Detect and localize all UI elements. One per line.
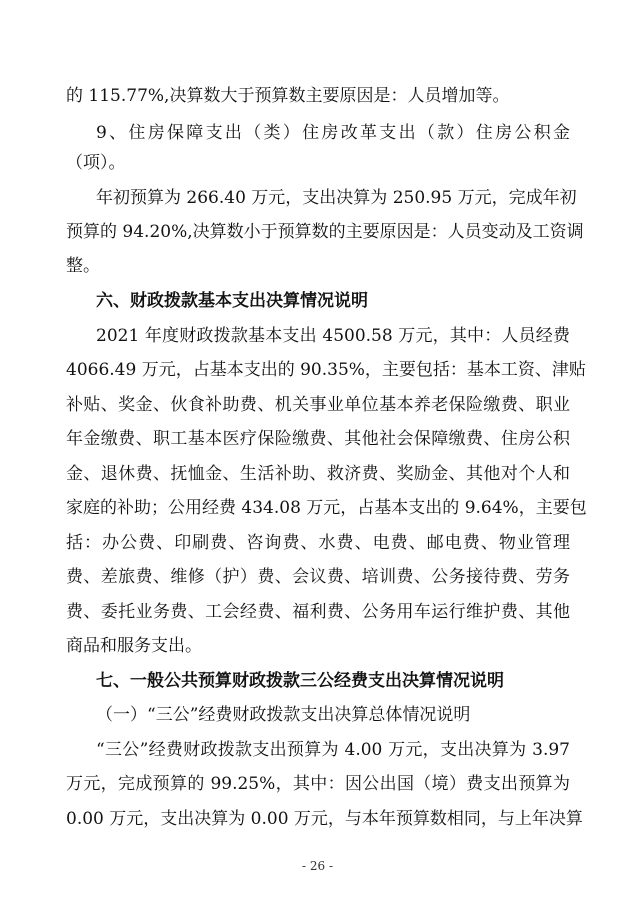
page-number: - 26 - (301, 859, 333, 873)
paragraph-line: 4066.49 万元，占基本支出的 90.35%，主要包括：基本工资、津贴 (66, 360, 586, 380)
paragraph-line: 的 115.77%,决算数大于预算数主要原因是：人员增加等。 (66, 86, 510, 106)
paragraph-line: 商品和服务支出。 (66, 636, 202, 656)
paragraph-line: 家庭的补助；公用经费 434.08 万元，占基本支出的 9.64%，主要包 (66, 498, 587, 518)
paragraph-line: 万元，完成预算的 99.25%，其中：因公出国（境）费支出预算为 (66, 774, 570, 794)
subsection-heading: （一）“三公”经费财政拨款支出决算总体情况说明 (96, 705, 471, 725)
item-9-heading-line: 9、住房保障支出（类）住房改革支出（款）住房公积金 (96, 123, 570, 143)
paragraph-line: 费、委托业务费、工会经费、福利费、公务用车运行维护费、其他 (66, 602, 570, 622)
paragraph-line: 补贴、奖金、伙食补助费、机关事业单位基本养老保险缴费、职业 (66, 395, 570, 415)
paragraph-line: 金、退休费、抚恤金、生活补助、救济费、奖励金、其他对个人和 (66, 464, 570, 484)
paragraph-line: 0.00 万元，支出决算为 0.00 万元，与本年预算数相同，与上年决算 (66, 809, 583, 829)
paragraph-line: 年金缴费、职工基本医疗保险缴费、其他社会保障缴费、住房公积 (66, 429, 570, 449)
section-six-heading: 六、财政拨款基本支出决算情况说明 (96, 291, 368, 311)
paragraph-line: 2021 年度财政拨款基本支出 4500.58 万元，其中：人员经费 (96, 326, 570, 346)
paragraph-line: 费、差旅费、维修（护）费、会议费、培训费、公务接待费、劳务 (66, 567, 570, 587)
paragraph-line: “三公”经费财政拨款支出预算为 4.00 万元，支出决算为 3.97 (96, 740, 570, 760)
section-seven-heading: 七、一般公共预算财政拨款三公经费支出决算情况说明 (96, 671, 504, 691)
item-9-heading-line: （项）。 (66, 153, 126, 173)
paragraph-line: 年初预算为 266.40 万元，支出决算为 250.95 万元，完成年初 (96, 188, 577, 208)
paragraph-line: 整。 (66, 256, 100, 276)
paragraph-line: 预算的 94.20%,决算数小于预算数的主要原因是：人员变动及工资调 (66, 222, 584, 242)
paragraph-line: 括：办公费、印刷费、咨询费、水费、电费、邮电费、物业管理 (66, 533, 570, 553)
